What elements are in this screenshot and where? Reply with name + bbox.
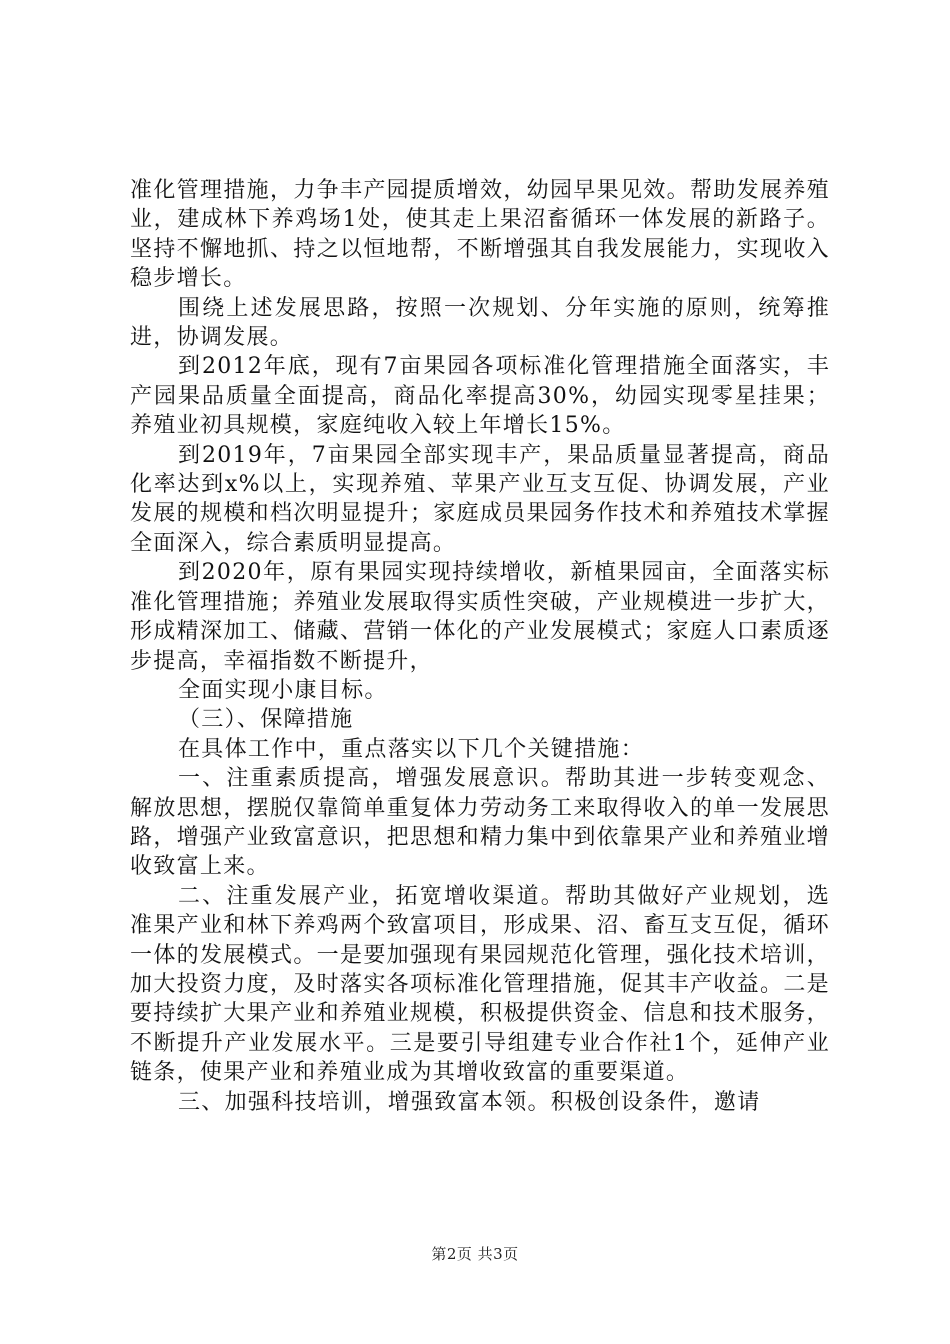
paragraph-goal-2020: 到2020年，原有果园实现持续增收，新植果园亩，全面落实标准化管理措施；养殖业发展取得实质性突破，产业规模进一步扩大，形成精深加工、储藏、营销一体化的产业发展模式；家庭人口素质逐步提高，幸福指数不断提升， bbox=[130, 560, 830, 674]
page-number-footer: 第2页 共3页 bbox=[431, 1245, 519, 1263]
paragraph-continuation: 准化管理措施，力争丰产园提质增效，幼园早果见效。帮助发展养殖业，建成林下养鸡场1处，使其走上果沼畜循环一体发展的新路子。坚持不懈地抓、持之以恒地帮，不断增强其自我发展能力，实现收入稳步增长。 bbox=[130, 178, 830, 292]
paragraph-measure-three: 三、加强科技培训，增强致富本领。积极创设条件，邀请 bbox=[178, 1089, 761, 1115]
paragraph-key-measures-intro: 在具体工作中，重点落实以下几个关键措施： bbox=[178, 736, 645, 762]
document-body bbox=[130, 176, 830, 1117]
paragraph-xiaokang-goal: 全面实现小康目标。 bbox=[178, 677, 388, 703]
paragraph-goal-2019: 到2019年，7亩果园全部实现丰产，果品质量显著提高，商品化率达到x%以上，实现养殖、苹果产业互支互促、协调发展，产业发展的规模和档次明显提升；家庭成员果园务作技术和养殖技术掌握全面深入，综合素质明显提高。 bbox=[130, 442, 830, 556]
section-heading-safeguards: （三）、保障措施 bbox=[178, 707, 354, 733]
paragraph-measure-two: 二、注重发展产业，拓宽增收渠道。帮助其做好产业规划，选准果产业和林下养鸡两个致富项目，形成果、沼、畜互支互促，循环一体的发展模式。一是要加强现有果园规范化管理，强化技术培训，加大投资力度，及时落实各项标准化管理措施，促其丰产收益。二是要持续扩大果产业和养殖业规模，积极提供资金、信息和技术服务，不断提升产业发展水平。三是要引导组建专业合作社1个，延伸产业链条，使果产业和养殖业成为其增收致富的重要渠道。 bbox=[130, 883, 830, 1086]
paragraph-measure-one: 一、注重素质提高，增强发展意识。帮助其进一步转变观念、解放思想，摆脱仅靠简单重复体力劳动务工来取得收入的单一发展思路，增强产业致富意识，把思想和精力集中到依靠果产业和养殖业增收致富上来。 bbox=[130, 766, 830, 880]
paragraph-goal-2012: 到2012年底，现有7亩果园各项标准化管理措施全面落实，丰产园果品质量全面提高，商品化率提高30%，幼园实现零星挂果；养殖业初具规模，家庭纯收入较上年增长15%。 bbox=[130, 354, 830, 439]
paragraph-development-plan: 围绕上述发展思路，按照一次规划、分年实施的原则，统筹推进，协调发展。 bbox=[130, 295, 830, 351]
